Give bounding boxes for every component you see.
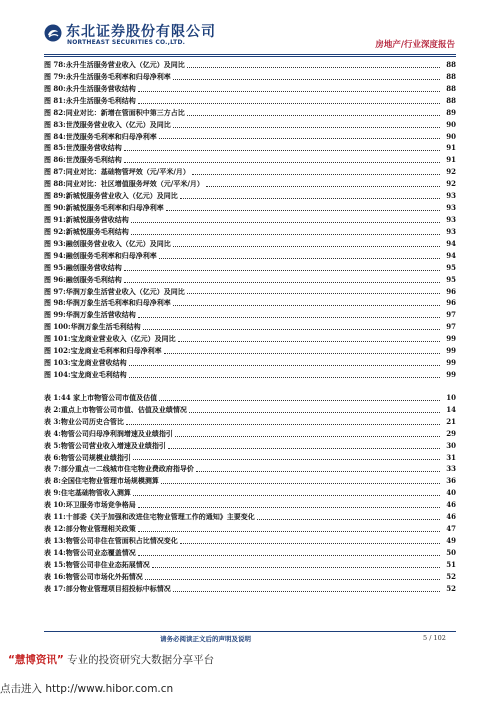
figure-entry-label: 图 91: (44, 214, 66, 224)
figure-entry-title: 世茂服务毛利结构 (65, 155, 122, 165)
dot-leader (138, 554, 440, 556)
table-entry-page: 30 (446, 440, 456, 450)
dot-leader (138, 90, 440, 92)
figure-entry-title: 融创服务营收结构 (65, 262, 122, 272)
figure-entry-title: 华润万象生活营业收入（亿元）及同比 (65, 286, 185, 296)
dot-leader (124, 281, 440, 283)
figure-entry[interactable] (44, 238, 456, 250)
dot-leader (166, 209, 440, 211)
figure-entry-title: 同业对比：基础物管坪效（元/平米/月） (65, 167, 190, 177)
table-entry-title: 物业公司历史合管比 (60, 416, 124, 426)
platform-quote-close: ” (56, 654, 64, 666)
figure-entry-label: 图 85: (44, 143, 66, 153)
dot-leader (124, 269, 440, 271)
dot-leader (159, 137, 440, 139)
figure-entry-page: 94 (446, 250, 456, 260)
table-entry[interactable] (44, 583, 456, 595)
figure-entry-label: 图 78: (44, 60, 66, 69)
figure-entry-page: 97 (446, 322, 456, 332)
table-entry-label: 表 9: (44, 488, 61, 498)
brand-name-cn: 东北证券股份有限公司 (66, 24, 216, 40)
figure-entry-title: 永升生活服务营业收入（亿元）及同比 (65, 60, 185, 69)
dot-leader (173, 304, 440, 306)
dot-leader (133, 458, 440, 460)
figure-entry-page: 88 (446, 83, 456, 93)
dot-leader (187, 114, 440, 116)
figure-entry-title: 宝龙商业毛利率和归母净利率 (70, 346, 162, 356)
table-entry-title: 部分物业管理相关政策 (65, 524, 136, 534)
figure-entry-title: 融创服务毛利结构 (65, 274, 122, 284)
dot-leader (161, 482, 440, 484)
table-entry[interactable] (44, 487, 456, 499)
table-entry-title: 物管公司非住业态拓展情况 (65, 559, 150, 569)
figure-entry[interactable] (44, 107, 456, 119)
figure-entry[interactable] (44, 83, 456, 95)
dot-leader (129, 364, 440, 366)
table-entry[interactable] (44, 452, 456, 464)
figure-entry-title: 同业对比：社区增值服务坪效（元/平米/月） (65, 179, 204, 189)
dot-leader (192, 173, 440, 175)
figure-entry-page: 90 (446, 131, 456, 141)
dot-leader (189, 411, 440, 413)
table-entry-title: 物管公司非住在管面积占比情况变化 (65, 535, 178, 545)
figure-entry-title: 世茂服务营业收入（亿元）及同比 (65, 119, 171, 129)
page-header (0, 0, 499, 52)
dot-leader (126, 423, 440, 425)
figure-entry-page: 95 (446, 262, 456, 272)
figure-entry-label: 图 100: (44, 322, 71, 332)
table-entry-page: 46 (446, 512, 456, 522)
table-entry-title: 十部委《关于加强和改进住宅物业管理工作的通知》主要变化 (65, 512, 255, 522)
table-entry[interactable] (44, 535, 456, 547)
figure-entry[interactable] (44, 250, 456, 262)
header-divider-secondary (44, 56, 456, 57)
table-entry[interactable] (44, 523, 456, 535)
dot-leader (138, 530, 440, 532)
figure-entry-page: 88 (446, 95, 456, 105)
table-entry[interactable] (44, 475, 456, 487)
dot-leader (173, 78, 440, 80)
figure-entry-label: 图 80: (44, 83, 66, 93)
figure-entry-title: 宝龙商业营收结构 (70, 358, 127, 368)
figure-entry[interactable] (44, 309, 456, 321)
figure-entry-page: 94 (446, 238, 456, 248)
dot-leader (178, 340, 440, 342)
table-entry-title: 全国住宅物业管理市场规模测算 (60, 476, 159, 486)
table-entry-page: 46 (446, 500, 456, 510)
dot-leader (124, 149, 440, 151)
figure-entry-label: 图 79: (44, 71, 66, 81)
figure-entry-title: 永升生活服务营收结构 (65, 83, 136, 93)
section-gap (44, 381, 456, 392)
page-number: 5 / 102 (423, 634, 446, 642)
report-category: 房地产/行业深度报告 (375, 40, 455, 50)
figure-entry-label: 图 94: (44, 250, 66, 260)
disclaimer-note: 请务必阅读正文后的声明及说明 (160, 635, 251, 643)
dot-leader (168, 447, 440, 449)
figure-entry[interactable] (44, 131, 456, 143)
platform-link-url[interactable]: http://www.hibor.com.cn (42, 683, 174, 695)
figure-entry-title: 世茂服务毛利率和归母净利率 (65, 131, 157, 141)
table-entry-title: 物管公司归母净利润增速及业绩指引 (60, 428, 173, 438)
figure-entry[interactable] (44, 286, 456, 298)
figure-entry-page: 96 (446, 298, 456, 308)
figure-entry-page: 95 (446, 274, 456, 284)
dot-leader (173, 245, 440, 247)
figure-entry-label: 图 88: (44, 179, 66, 189)
dot-leader (138, 102, 440, 104)
figure-entry-title: 宝龙商业毛利结构 (70, 369, 127, 379)
table-entry[interactable] (44, 428, 456, 440)
table-entry[interactable] (44, 511, 456, 523)
figure-entry-label: 图 96: (44, 274, 66, 284)
figure-entry-title: 新城悦服务营业收入（亿元）及同比 (65, 191, 178, 201)
figure-entry-page: 88 (446, 60, 456, 69)
dot-leader (187, 292, 440, 294)
table-entry[interactable] (44, 392, 456, 404)
figure-entry-label: 图 95: (44, 262, 66, 272)
figure-entry[interactable] (44, 119, 456, 131)
figure-entry[interactable] (44, 226, 456, 238)
figure-entry-label: 图 89: (44, 191, 66, 201)
figure-entry[interactable] (44, 190, 456, 202)
dot-leader (159, 257, 440, 259)
dot-leader (187, 66, 440, 68)
figure-entry-label: 图 81: (44, 95, 66, 105)
table-entry-label: 表 17: (44, 583, 66, 593)
figure-entry[interactable] (44, 321, 456, 333)
dot-leader (159, 399, 440, 401)
figure-entry-label: 图 102: (44, 346, 71, 356)
table-entry-title: 物管公司市场化外拓情况 (65, 571, 143, 581)
dot-leader (180, 197, 440, 199)
figure-entry-label: 图 101: (44, 334, 71, 344)
table-entry-page: 31 (446, 452, 456, 462)
figure-entry-title: 永升生活服务毛利结构 (65, 95, 136, 105)
table-entry[interactable] (44, 463, 456, 475)
header-divider (44, 54, 456, 55)
dot-leader (145, 578, 440, 580)
table-entry-page: 40 (446, 488, 456, 498)
figure-entry[interactable] (44, 142, 456, 154)
table-entry-label: 表 5: (44, 440, 61, 450)
figure-entry-title: 宝龙商业营业收入（亿元）及同比 (70, 334, 176, 344)
table-entry-label: 表 6: (44, 452, 61, 462)
figure-entry-title: 华润万象生活营收结构 (65, 310, 136, 320)
figure-entry-page: 99 (446, 369, 456, 379)
figure-entry[interactable] (44, 214, 456, 226)
table-entry-label: 表 2: (44, 404, 61, 414)
dot-leader (138, 316, 440, 318)
table-entry-page: 36 (446, 476, 456, 486)
brand-name-en: NORTHEAST SECURITIES CO.,LTD. (67, 39, 186, 46)
dot-leader (180, 542, 440, 544)
table-entry-label: 表 8: (44, 476, 61, 486)
figure-entry[interactable] (44, 95, 456, 107)
figure-entry-page: 91 (446, 143, 456, 153)
figure-entry-label: 图 97: (44, 286, 66, 296)
table-entry-title: 部分重点一二线城市住宅物业费政府指导价 (60, 464, 194, 474)
platform-banner (8, 652, 214, 667)
figure-entry-page: 92 (446, 179, 456, 189)
figure-entry-page: 93 (446, 203, 456, 213)
table-entry-title: 物管公司规模业绩指引 (60, 452, 131, 462)
table-entry[interactable] (44, 416, 456, 428)
table-entry-label: 表 14: (44, 547, 66, 557)
figure-entry[interactable] (44, 369, 456, 381)
figure-entry[interactable] (44, 297, 456, 309)
figure-entry[interactable] (44, 274, 456, 286)
figure-entry-label: 图 103: (44, 358, 71, 368)
figure-entry-page: 99 (446, 334, 456, 344)
figure-entry[interactable] (44, 345, 456, 357)
table-entry-page: 51 (446, 559, 456, 569)
table-entry-page: 21 (446, 416, 456, 426)
table-entry-page: 10 (446, 392, 456, 402)
figure-entry[interactable] (44, 357, 456, 369)
dot-leader (173, 126, 440, 128)
figure-entry-label: 图 93: (44, 238, 66, 248)
table-entry-title: 环卫服务市场竞争格局 (65, 500, 136, 510)
figure-entry-title: 华润万象生活毛利结构 (70, 322, 141, 332)
table-entry-label: 表 1: (44, 392, 61, 402)
table-entry-page: 52 (446, 583, 456, 593)
platform-quote-open: “ (8, 654, 15, 666)
platform-slogan: 专业的投资研究大数据分享平台 (63, 654, 215, 666)
table-of-contents (44, 59, 456, 595)
dot-leader (164, 352, 440, 354)
figure-entry-label: 图 104: (44, 369, 71, 379)
figure-entry-page: 91 (446, 155, 456, 165)
figure-entry-title: 新城悦服务营收结构 (65, 214, 129, 224)
figure-entry[interactable] (44, 333, 456, 345)
platform-link[interactable] (0, 681, 173, 696)
table-list (44, 392, 456, 595)
figure-entry-title: 同业对比：新增在管面积中第三方占比 (65, 107, 185, 117)
table-entry-title: 住宅基础物管收入测算 (60, 488, 131, 498)
table-entry-label: 表 7: (44, 464, 61, 474)
figure-entry-title: 永升生活服务毛利率和归母净利率 (65, 71, 171, 81)
figure-entry-label: 图 83: (44, 119, 66, 129)
figure-entry-page: 92 (446, 167, 456, 177)
table-entry-title: 44 家上市物管公司市值及估值 (60, 392, 158, 402)
figure-entry-label: 图 92: (44, 226, 66, 236)
figure-entry[interactable] (44, 178, 456, 190)
dot-leader (206, 185, 440, 187)
table-entry-page: 47 (446, 524, 456, 534)
table-entry-title: 部分物业管理项目招投标中标情况 (65, 583, 171, 593)
figure-entry[interactable] (44, 166, 456, 178)
table-entry-label: 表 15: (44, 559, 66, 569)
table-entry-label: 表 12: (44, 524, 66, 534)
figure-entry-title: 世茂服务营收结构 (65, 143, 122, 153)
figure-entry-label: 图 82: (44, 107, 66, 117)
figure-entry[interactable] (44, 154, 456, 166)
table-entry-title: 物管公司业态覆盖情况 (65, 547, 136, 557)
figure-entry-page: 96 (446, 286, 456, 296)
table-entry-label: 表 4: (44, 428, 61, 438)
figure-entry-title: 新城悦服务毛利结构 (65, 226, 129, 236)
figure-entry-page: 99 (446, 358, 456, 368)
table-entry[interactable] (44, 440, 456, 452)
table-entry-label: 表 11: (44, 512, 66, 522)
figure-entry-title: 融创服务毛利率和归母净利率 (65, 250, 157, 260)
figure-entry-page: 93 (446, 191, 456, 201)
figure-entry-page: 99 (446, 346, 456, 356)
figure-entry-title: 新城悦服务毛利率和归母净利率 (65, 203, 164, 213)
table-entry[interactable] (44, 571, 456, 583)
dot-leader (175, 435, 440, 437)
figure-list (44, 59, 456, 381)
table-entry-title: 重点上市物管公司市值、估值及业绩情况 (60, 404, 187, 414)
table-entry-page: 49 (446, 535, 456, 545)
table-entry-page: 33 (446, 464, 456, 474)
table-entry[interactable] (44, 499, 456, 511)
table-entry-label: 表 3: (44, 416, 61, 426)
figure-entry-page: 93 (446, 214, 456, 224)
figure-entry-title: 融创服务营业收入（亿元）及同比 (65, 238, 171, 248)
figure-entry-label: 图 98: (44, 298, 66, 308)
table-entry-label: 表 16: (44, 571, 66, 581)
figure-entry[interactable] (44, 59, 456, 71)
figure-entry-page: 89 (446, 107, 456, 117)
figure-entry-title: 华润万象生活毛利率和归母净利率 (65, 298, 171, 308)
table-entry[interactable] (44, 404, 456, 416)
figure-entry-page: 90 (446, 119, 456, 129)
figure-entry-label: 图 86: (44, 155, 66, 165)
dot-leader (138, 506, 440, 508)
dot-leader (133, 494, 440, 496)
figure-entry-page: 93 (446, 226, 456, 236)
dot-leader (131, 233, 440, 235)
footer-divider (44, 631, 456, 632)
platform-name: 慧博资讯 (14, 654, 57, 666)
table-entry-label: 表 10: (44, 500, 66, 510)
figure-entry-label: 图 87: (44, 167, 66, 177)
figure-entry-label: 图 84: (44, 131, 66, 141)
dot-leader (173, 590, 440, 592)
dot-leader (152, 566, 440, 568)
table-entry[interactable] (44, 559, 456, 571)
dot-leader (124, 161, 440, 163)
dot-leader (257, 518, 440, 520)
figure-entry-label: 图 99: (44, 310, 66, 320)
dot-leader (143, 328, 440, 330)
table-entry[interactable] (44, 547, 456, 559)
table-entry-page: 50 (446, 547, 456, 557)
figure-entry[interactable] (44, 71, 456, 83)
table-entry-page: 52 (446, 571, 456, 581)
table-entry-page: 29 (446, 428, 456, 438)
platform-link-prefix: 点击进入 (0, 683, 42, 695)
dot-leader (129, 376, 440, 378)
table-entry-label: 表 13: (44, 535, 66, 545)
figure-entry-page: 97 (446, 310, 456, 320)
figure-entry-page: 88 (446, 71, 456, 81)
dot-leader (131, 221, 440, 223)
figure-entry-label: 图 90: (44, 203, 66, 213)
figure-entry[interactable] (44, 202, 456, 214)
table-entry-page: 14 (446, 404, 456, 414)
dot-leader (196, 470, 440, 472)
table-entry-title: 物管公司营业收入增速及业绩指引 (60, 440, 166, 450)
company-logo-icon (44, 24, 62, 42)
figure-entry[interactable] (44, 262, 456, 274)
